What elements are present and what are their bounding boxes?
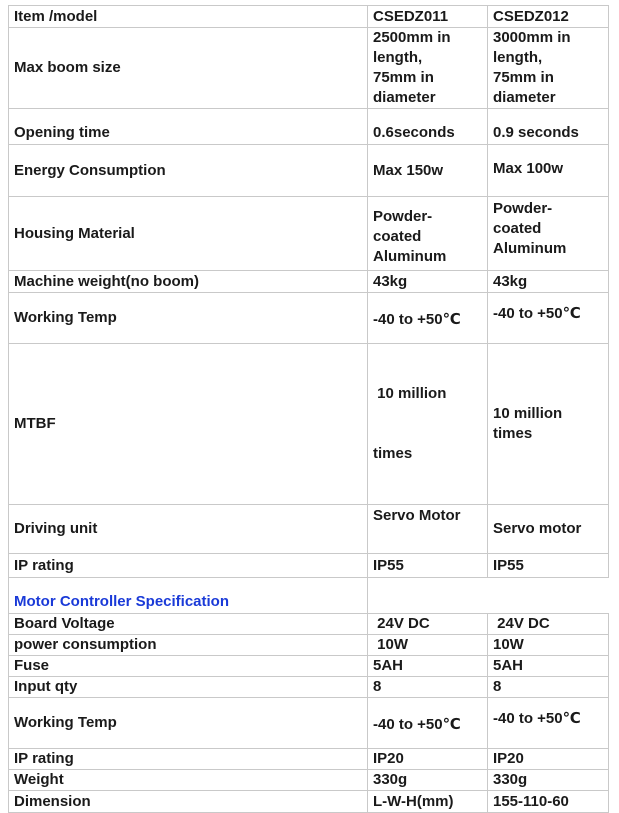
spec-value-a: 330g [368, 770, 488, 791]
spec-table [8, 5, 609, 813]
spec-row [9, 109, 609, 145]
spec-label: IP rating [9, 749, 368, 770]
spec-label: Working Temp [9, 698, 368, 749]
spec-value-a: Max 150w [368, 145, 488, 197]
spec-value-a: 43kg [368, 271, 488, 293]
spec-value-b: 3000mm in length, 75mm in diameter [488, 28, 609, 109]
spec-value-a: IP20 [368, 749, 488, 770]
spec-value-a: 2500mm in length, 75mm in diameter [368, 28, 488, 109]
spec-label: Dimension [9, 791, 368, 813]
spec-value-b: 155-110-60 [488, 791, 609, 813]
spec-value-b: -40 to +50℃ [488, 293, 609, 344]
spec-label: Driving unit [9, 505, 368, 554]
spec-value-b: 10W [488, 635, 609, 656]
spec-row [9, 271, 609, 293]
spec-value-a: Servo Motor [368, 505, 488, 554]
spec-value-a: -40 to +50℃ [368, 293, 488, 344]
spec-label: MTBF [9, 344, 368, 505]
spec-row [9, 145, 609, 197]
spec-sheet [8, 5, 608, 813]
spec-value-a: L-W-H(mm) [368, 791, 488, 813]
spec-row [9, 344, 609, 505]
spec-row [9, 28, 609, 109]
controller-row [9, 698, 609, 749]
spec-label: Max boom size [9, 28, 368, 109]
spec-value-b: 43kg [488, 271, 609, 293]
controller-row [9, 677, 609, 698]
spec-value-a: IP55 [368, 554, 488, 578]
spec-value-b: 5AH [488, 656, 609, 677]
spec-value-b: IP20 [488, 749, 609, 770]
spec-label: Working Temp [9, 293, 368, 344]
spec-label: Energy Consumption [9, 145, 368, 197]
spec-value-a: 8 [368, 677, 488, 698]
header-model-b: CSEDZ012 [488, 6, 609, 28]
spec-value-a: 24V DC [368, 614, 488, 635]
spec-label: Weight [9, 770, 368, 791]
header-row [9, 6, 609, 28]
controller-row [9, 770, 609, 791]
spec-label: power consumption [9, 635, 368, 656]
controller-row [9, 749, 609, 770]
spec-row [9, 554, 609, 578]
controller-row [9, 791, 609, 813]
spec-row [9, 293, 609, 344]
section-row [9, 578, 609, 614]
spec-value-b: 0.9 seconds [488, 109, 609, 145]
spec-label: Input qty [9, 677, 368, 698]
spec-value-b: Servo motor [488, 505, 609, 554]
spec-label: Board Voltage [9, 614, 368, 635]
spec-value-b: 8 [488, 677, 609, 698]
spec-label: Fuse [9, 656, 368, 677]
controller-row [9, 614, 609, 635]
spec-value-a: 0.6seconds [368, 109, 488, 145]
spec-value-b: 10 million times [488, 344, 609, 505]
spec-value-b: Powder- coated Aluminum [488, 197, 609, 271]
spec-value-a: 10W [368, 635, 488, 656]
spec-label: Machine weight(no boom) [9, 271, 368, 293]
spec-value-a: 5AH [368, 656, 488, 677]
spec-label: IP rating [9, 554, 368, 578]
spec-label: Opening time [9, 109, 368, 145]
spec-value-a: 10 million times [368, 344, 488, 505]
header-item-model: Item /model [9, 6, 368, 28]
section-title: Motor Controller Specification [9, 578, 368, 614]
spec-value-b: -40 to +50℃ [488, 698, 609, 749]
spec-value-b: IP55 [488, 554, 609, 578]
spec-value-a: -40 to +50℃ [368, 698, 488, 749]
spec-value-b: 330g [488, 770, 609, 791]
controller-row [9, 635, 609, 656]
spec-label: Housing Material [9, 197, 368, 271]
header-model-a: CSEDZ011 [368, 6, 488, 28]
controller-row [9, 656, 609, 677]
spec-row [9, 197, 609, 271]
spec-row [9, 505, 609, 554]
spec-value-a: Powder- coated Aluminum [368, 197, 488, 271]
spec-value-b: 24V DC [488, 614, 609, 635]
spec-value-b: Max 100w [488, 145, 609, 197]
